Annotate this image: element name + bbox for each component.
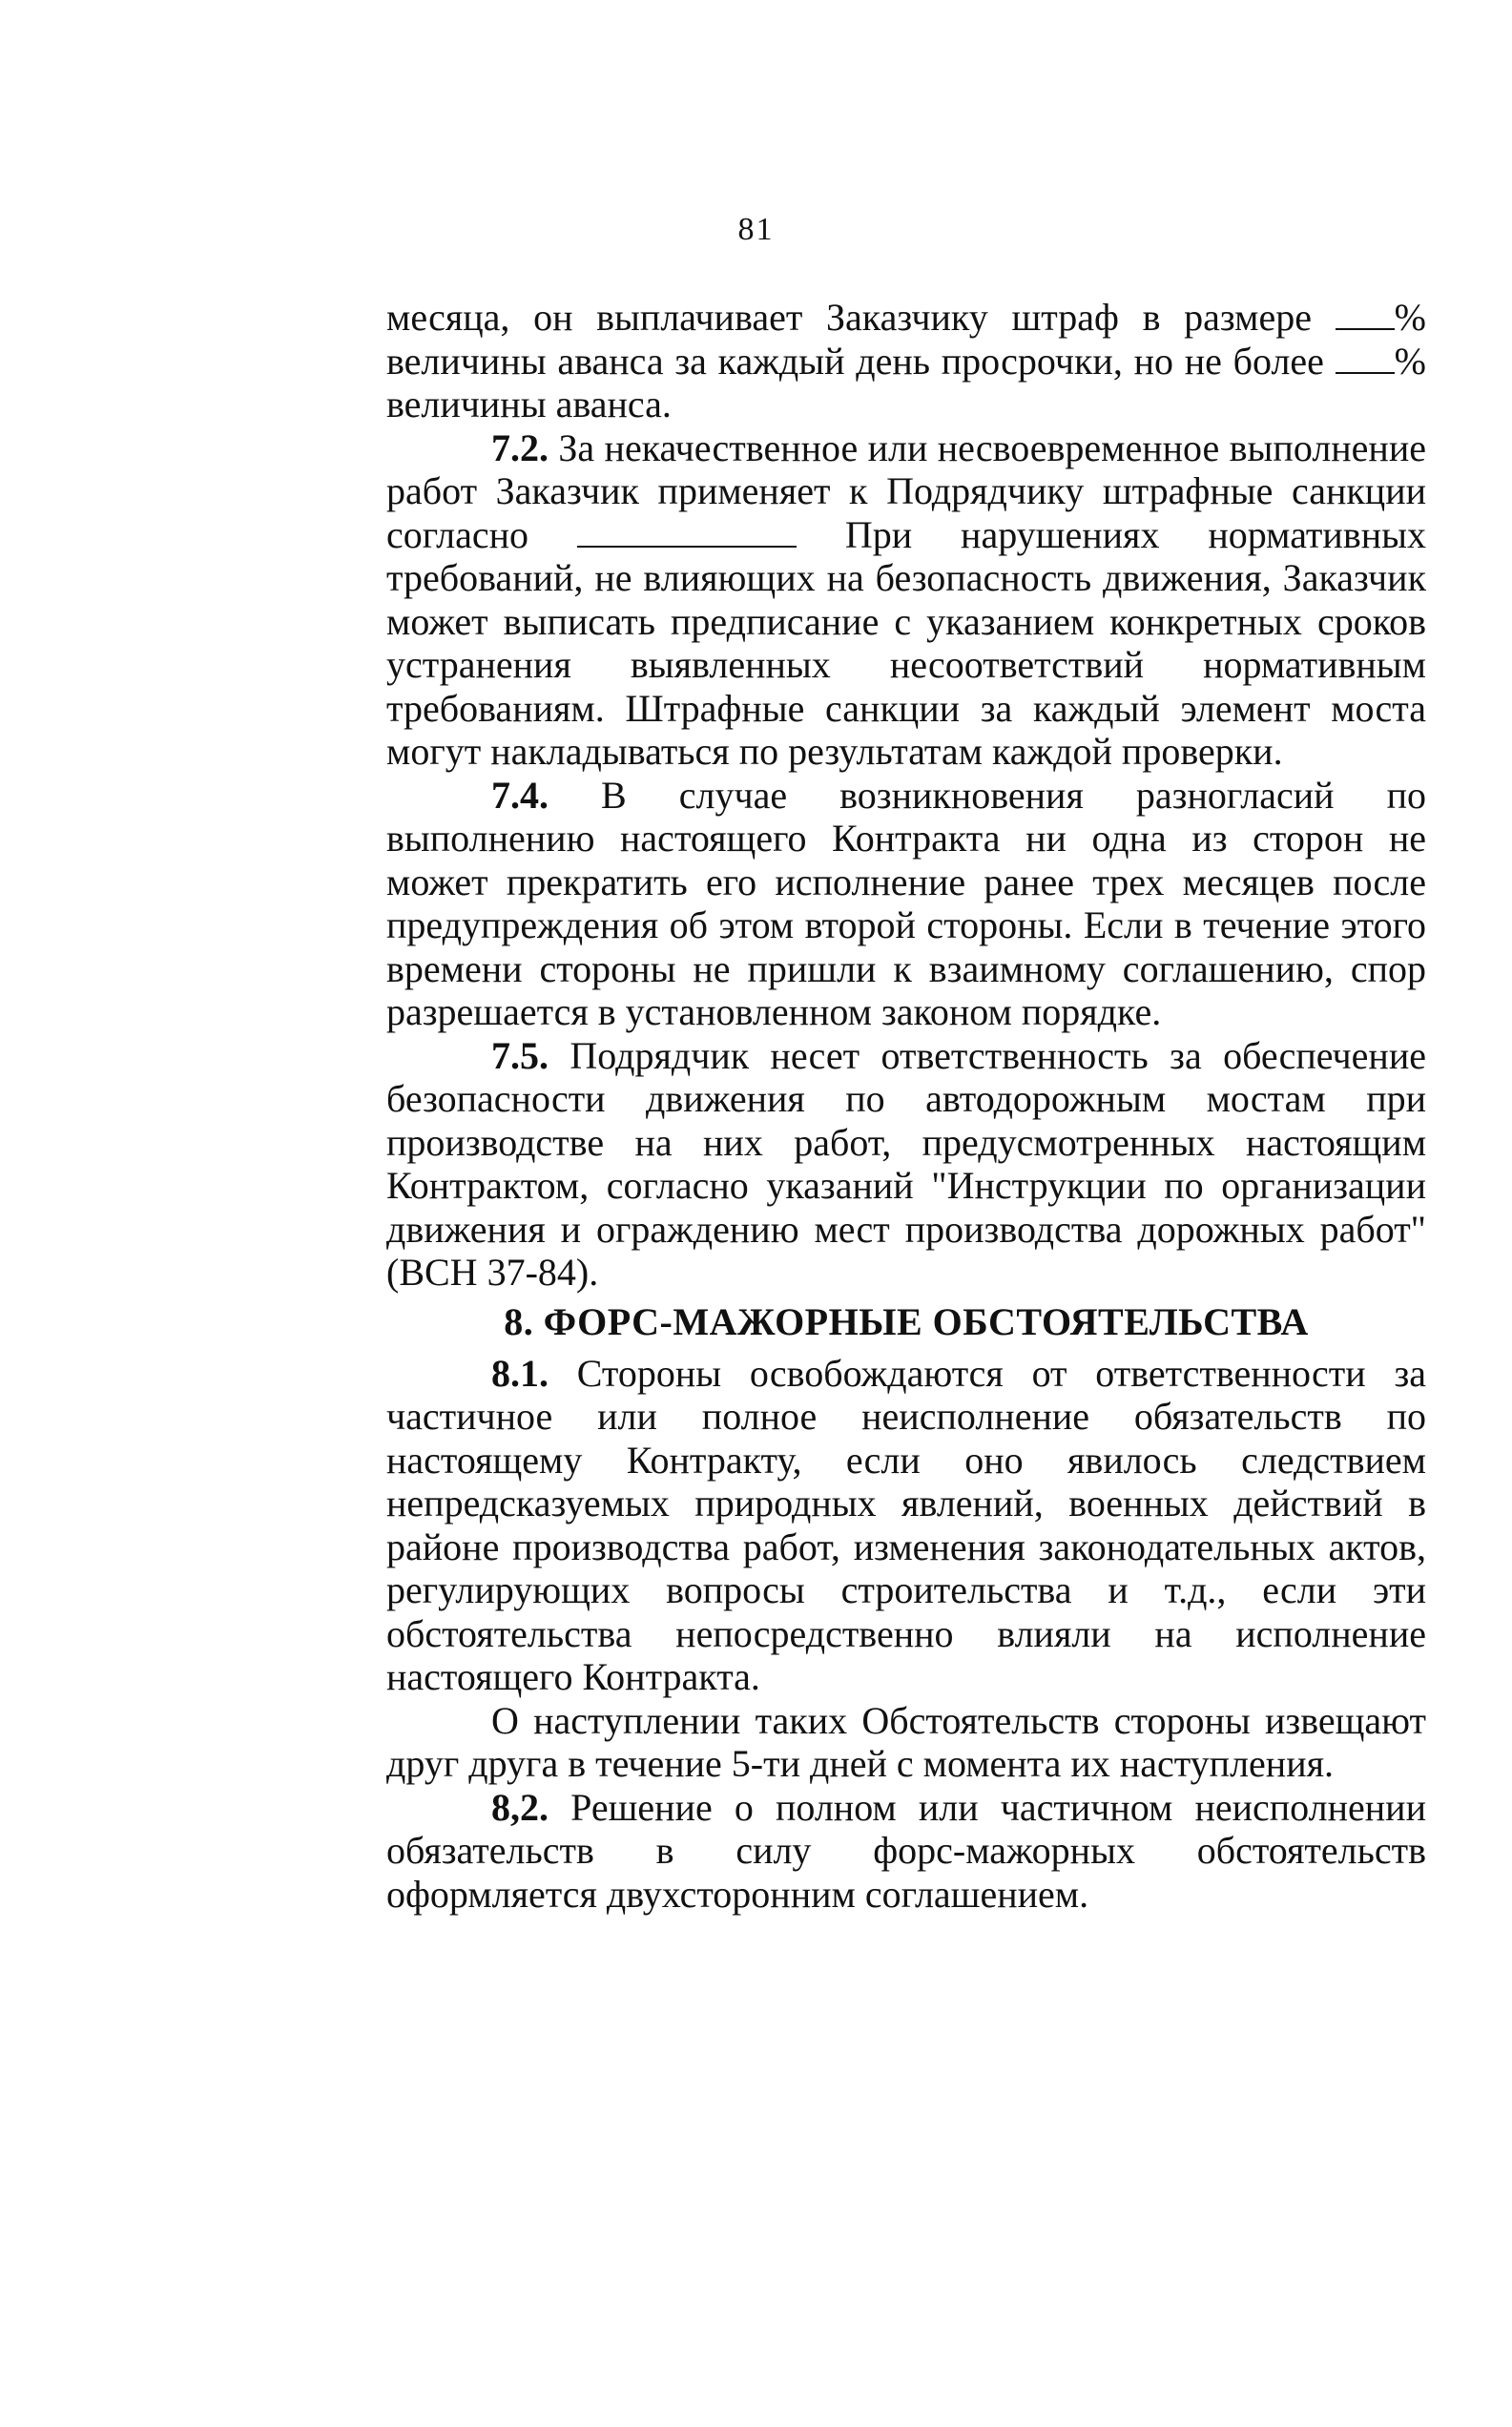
clause-number: 7.4.: [491, 773, 549, 817]
paragraph-text: месяца, он выплачивает Заказчику штраф в размере: [386, 296, 1336, 339]
blank-fill-field: [1336, 342, 1395, 374]
paragraph-text: Решение о полном или частичном неисполнении обязательств в силу форс-мажорных обстоятельств оформляется двухсторонним соглашением.: [386, 1785, 1426, 1916]
paragraph-text: При нарушениях нормативных требований, не влияющих на безопасность движения, Заказчик может выписать предписание с указанием конкретных сроков устранения выявленных несоответствий нормативным требованиям. Штрафные санкции за каждый элемент моста могут накладываться по результатам каждой проверки.: [386, 512, 1426, 773]
paragraph-text: В случае возникновения разногласий по выполнению настоящего Контракта ни одна из сторон не может прекратить его исполнение ранее трех месяцев после предупреждения об этом второй стороны. Если в течение этого времени стороны не пришли к взаимному соглашению, спор разрешается в установленном законом порядке.: [386, 773, 1426, 1033]
document-body: [386, 296, 1426, 1916]
paragraph-text: % величины аванса за каждый день просрочки, но не более: [386, 296, 1426, 383]
section-heading: 8. ФОРС-МАЖОРНЫЕ ОБСТОЯТЕЛЬСТВА: [504, 1299, 1309, 1343]
clause-number: 8.1.: [491, 1351, 549, 1395]
blank-fill-field: [577, 515, 797, 548]
paragraph-text: За некачественное или несвоевременное выполнение работ Заказчик применяет к Подрядчику штрафные санкции согласно: [386, 425, 1426, 556]
paragraph-text: Стороны освобождаются от ответственности за частичное или полное неисполнение обязательств по настоящему Контракту, если оно явилось следствием непредсказуемых природных явлений, военных действий в районе производства работ, изменения законодательных актов, регулирующих вопросы строительства и т.д., если эти обстоятельства непосредственно влияли на исполнение настоящего Контракта.: [386, 1351, 1426, 1698]
clause-7-2: [386, 426, 1426, 774]
clause-7-4: [386, 774, 1426, 1034]
clause-8-2: [386, 1786, 1426, 1917]
page-number: 81: [737, 212, 775, 247]
paragraph-text: % величины аванса.: [386, 339, 1426, 425]
blank-fill-field: [1336, 298, 1395, 330]
paragraph-text: О наступлении таких Обстоятельств стороны извещают друг друга в течение 5-ти дней с момента их наступления.: [386, 1698, 1426, 1785]
clause-number: 7.5.: [491, 1033, 549, 1077]
clause-number: 8,2.: [491, 1785, 549, 1829]
paragraph-text: Подрядчик несет ответственность за обеспечение безопасности движения по автодорожным мостам при производстве на них работ, предусмотренных настоящим Контрактом, согласно указаний "Инструкции по организации движения и ограждению мест производства дорожных работ" (ВСН 37-84).: [386, 1033, 1426, 1294]
clause-8-1: [386, 1352, 1426, 1699]
clause-7-5: [386, 1034, 1426, 1295]
clause-8-1-notice: [386, 1699, 1426, 1786]
clause-number: 7.2.: [491, 425, 549, 469]
paragraph-penalty-continuation: [386, 296, 1426, 426]
